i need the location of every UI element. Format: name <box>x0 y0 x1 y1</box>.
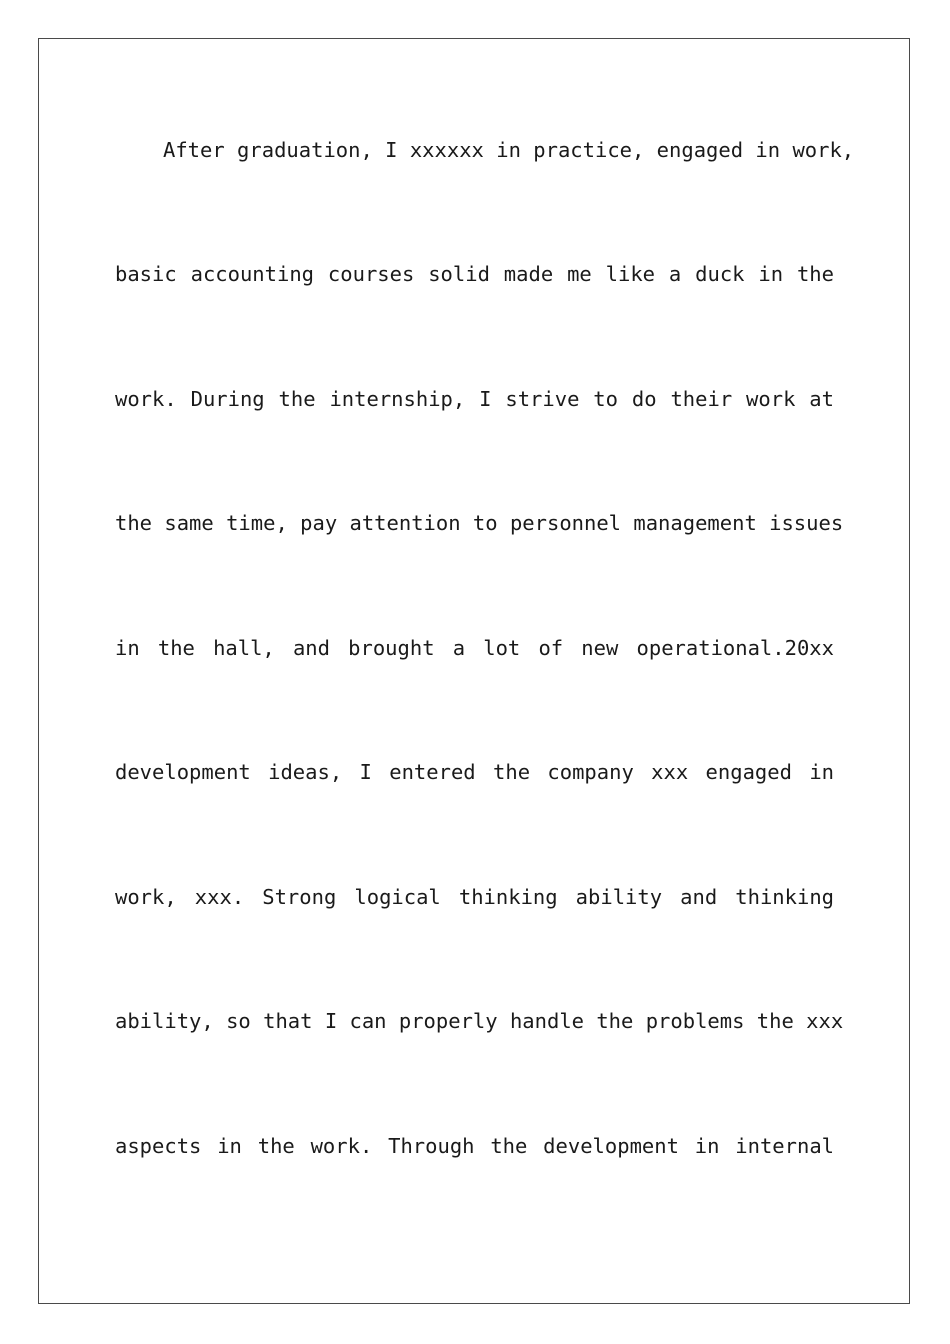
body-text-line: basic accounting courses solid made me like a duck in the <box>115 262 834 286</box>
body-text-line: work. During the internship, I strive to do their work at <box>115 387 834 411</box>
page-frame <box>38 38 910 1304</box>
body-text-line: work, xxx. Strong logical thinking ability and thinking <box>115 885 834 909</box>
body-text-line: development ideas, I entered the company xxx engaged in <box>115 760 834 784</box>
body-text-line: ability, so that I can properly handle the problems the xxx <box>115 1009 844 1033</box>
body-text-line: the same time, pay attention to personnel management issues <box>115 511 844 535</box>
body-text-line: aspects in the work. Through the development in internal <box>115 1134 834 1158</box>
body-text-line: in the hall, and brought a lot of new operational.20xx <box>115 636 834 660</box>
body-text-line: After graduation, I xxxxxx in practice, engaged in work, <box>163 138 855 162</box>
